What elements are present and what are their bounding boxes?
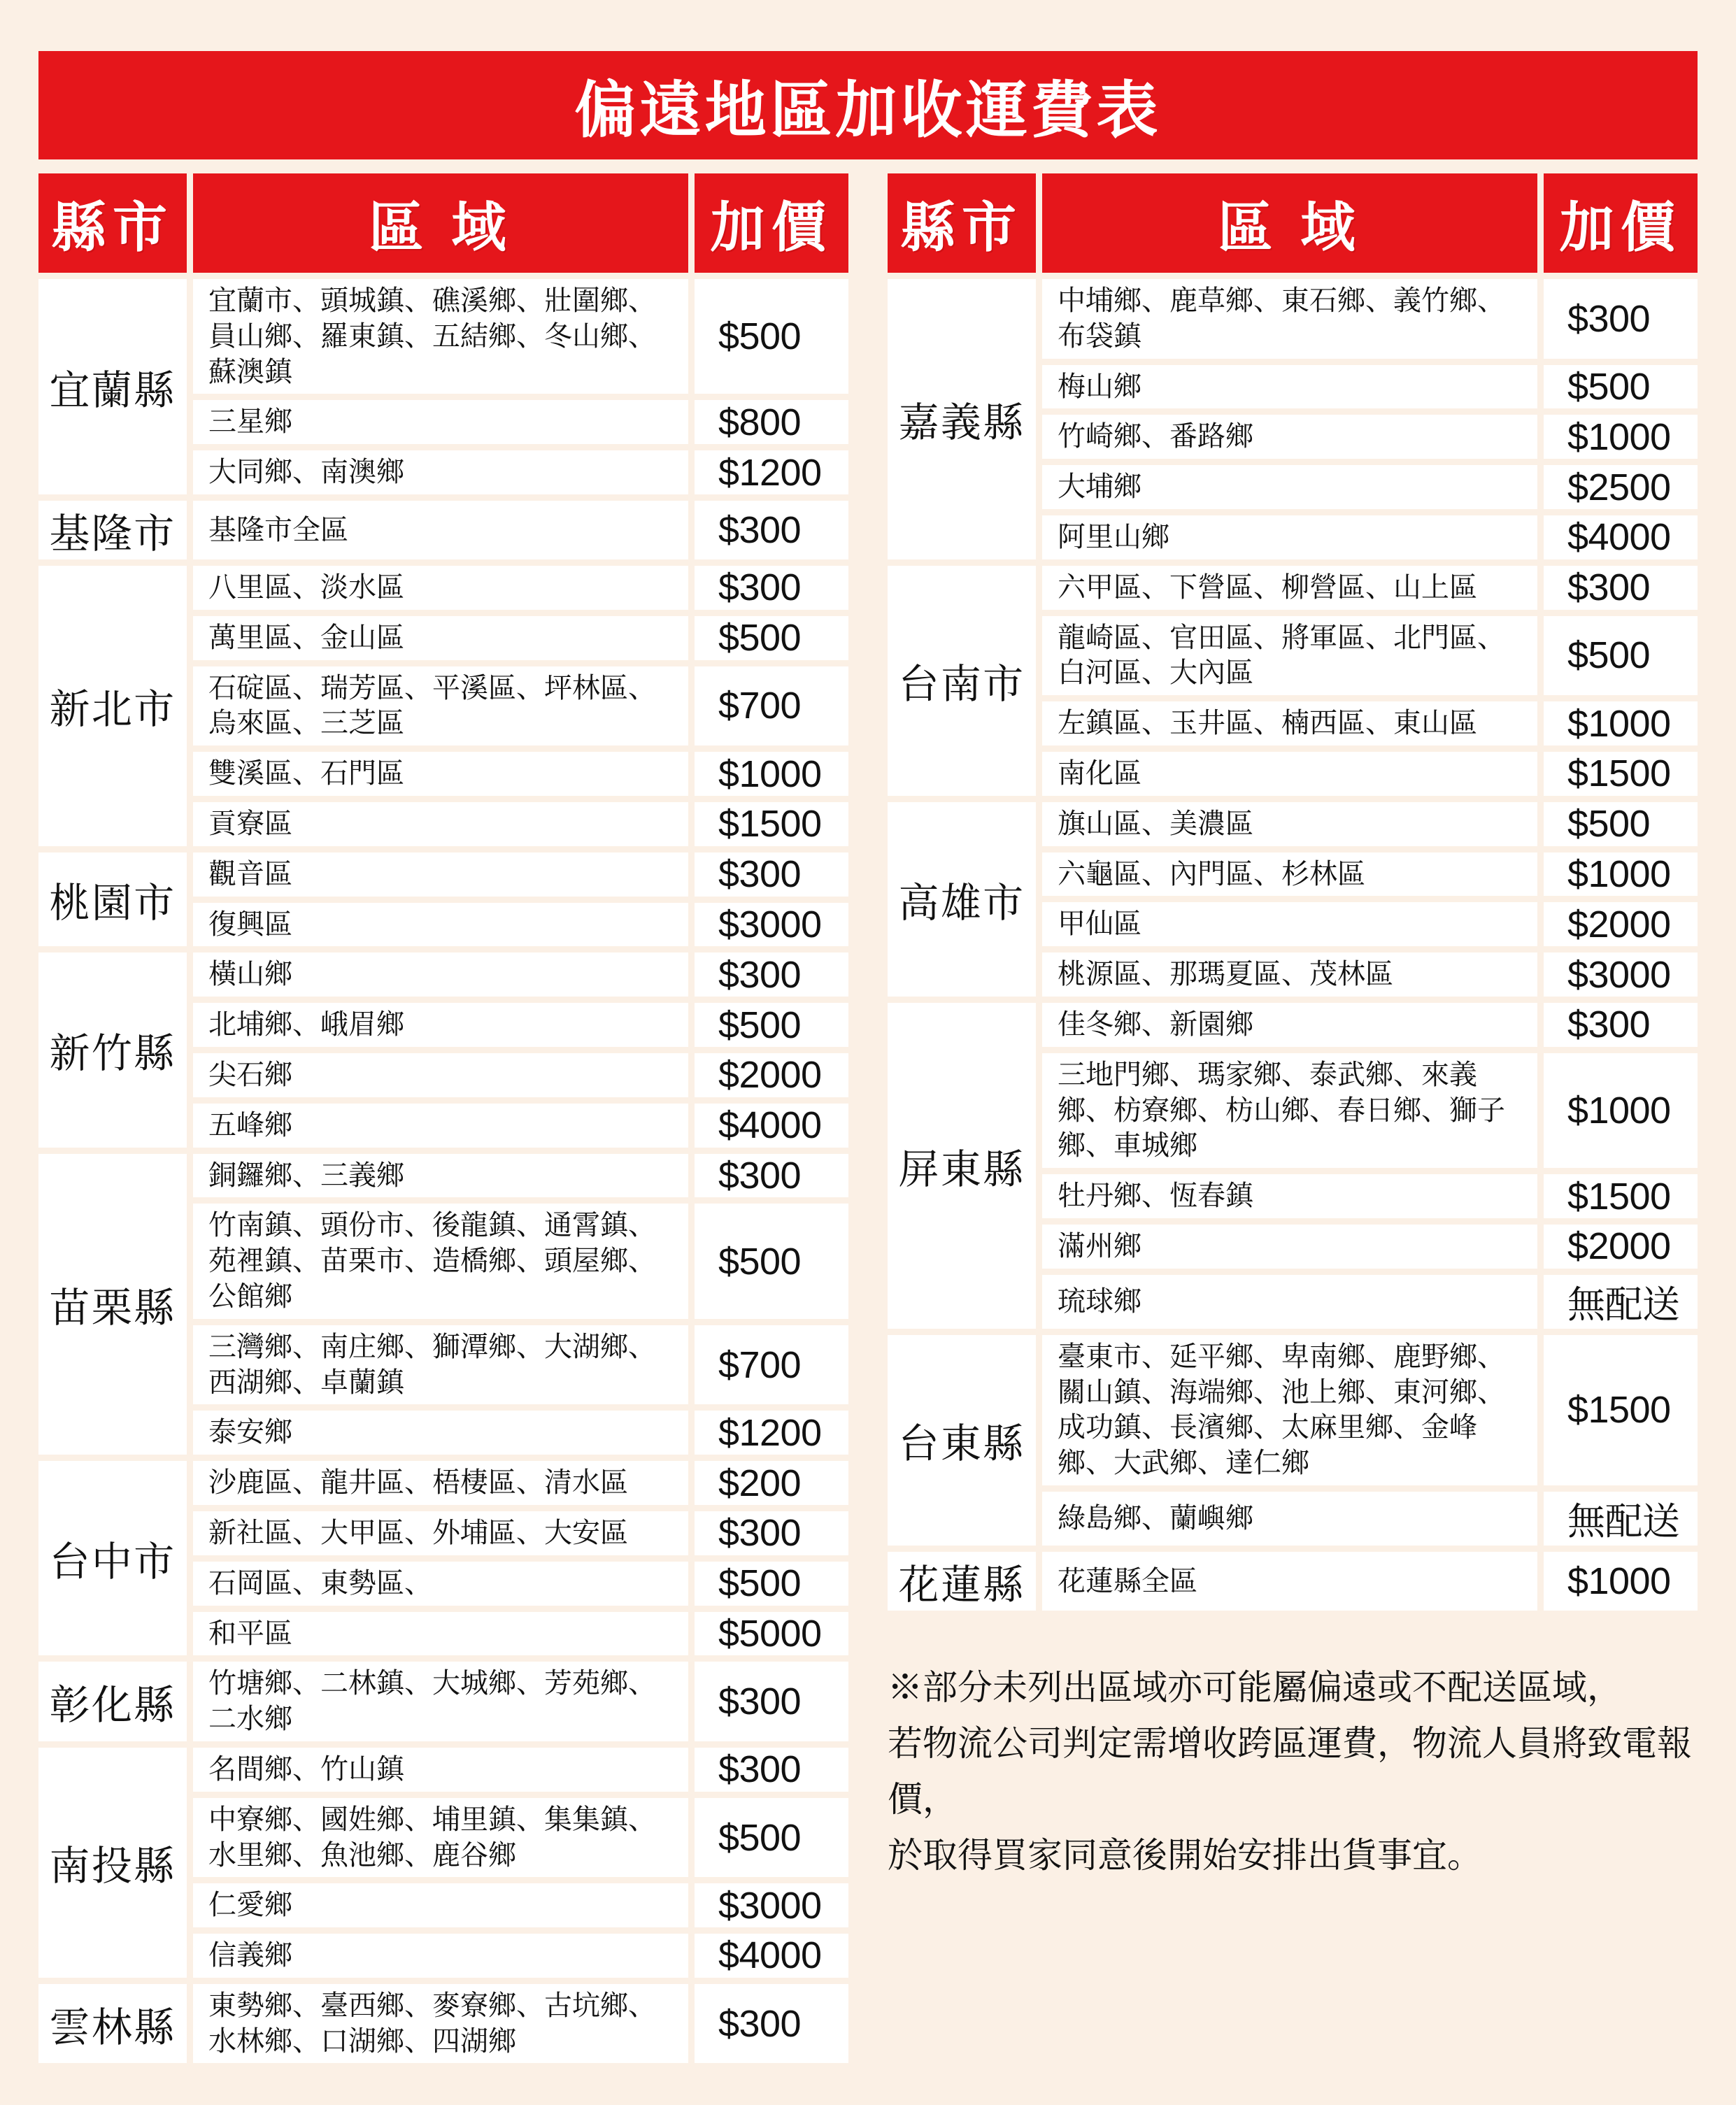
region-cell: 臺東市、延平鄉、卑南鄉、鹿野鄉、關山鎮、海端鄉、池上鄉、東河鄉、成功鎮、長濱鄉、太麻里鄉、金峰鄉、大武鄉、達仁鄉 xyxy=(1042,1335,1537,1485)
price-cell: $500 xyxy=(695,1798,848,1878)
price-cell: $4000 xyxy=(1544,515,1698,559)
price-cell: $1500 xyxy=(1544,752,1698,796)
price-cell: $300 xyxy=(695,1748,848,1792)
county-cell: 高雄市 xyxy=(888,802,1036,997)
region-cell: 東勢鄉、臺西鄉、麥寮鄉、古坑鄉、水林鄉、口湖鄉、四湖鄉 xyxy=(193,1984,688,2064)
price-cell: $2000 xyxy=(695,1053,848,1097)
price-cell: $1000 xyxy=(1544,1053,1698,1168)
header-cell-price: 加價 xyxy=(1544,173,1698,273)
price-cell: $500 xyxy=(1544,365,1698,409)
region-cell: 佳冬鄉、新園鄉 xyxy=(1042,1003,1537,1047)
region-cell: 觀音區 xyxy=(193,852,688,897)
region-cell: 中寮鄉、國姓鄉、埔里鎮、集集鎮、水里鄉、魚池鄉、鹿谷鄉 xyxy=(193,1798,688,1878)
region-cell: 六龜區、內門區、杉林區 xyxy=(1042,852,1537,897)
county-cell: 基隆市 xyxy=(38,501,187,559)
header-cell-price: 加價 xyxy=(695,173,848,273)
region-cell: 貢寮區 xyxy=(193,802,688,846)
price-cell: $4000 xyxy=(695,1104,848,1148)
fee-table-right xyxy=(888,173,1698,1611)
price-cell: $500 xyxy=(1544,802,1698,846)
price-cell: $3000 xyxy=(695,903,848,947)
region-cell: 北埔鄉、峨眉鄉 xyxy=(193,1003,688,1047)
footnote-line: 若物流公司判定需增收跨區運費，物流人員將致電報價， xyxy=(888,1723,1692,1819)
page-title: 偏遠地區加收運費表 xyxy=(38,51,1698,159)
region-cell: 滿州鄉 xyxy=(1042,1225,1537,1269)
region-cell: 萬里區、金山區 xyxy=(193,616,688,660)
region-cell: 五峰鄉 xyxy=(193,1104,688,1148)
region-cell: 三灣鄉、南庄鄉、獅潭鄉、大湖鄉、西湖鄉、卓蘭鎮 xyxy=(193,1325,688,1405)
price-cell: $300 xyxy=(695,1154,848,1198)
county-cell: 台東縣 xyxy=(888,1335,1036,1546)
region-cell: 大同鄉、南澳鄉 xyxy=(193,450,688,494)
region-cell: 石岡區、東勢區、 xyxy=(193,1562,688,1606)
region-cell: 大埔鄉 xyxy=(1042,465,1537,509)
header-cell-region: 區 域 xyxy=(1042,173,1537,273)
region-cell: 新社區、大甲區、外埔區、大安區 xyxy=(193,1511,688,1555)
price-cell: $300 xyxy=(1544,1003,1698,1047)
region-cell: 六甲區、下營區、柳營區、山上區 xyxy=(1042,566,1537,610)
county-cell: 嘉義縣 xyxy=(888,279,1036,559)
region-cell: 竹南鎮、頭份市、後龍鎮、通霄鎮、苑裡鎮、苗栗市、造橋鄉、頭屋鄉、公館鄉 xyxy=(193,1204,688,1318)
county-cell: 新竹縣 xyxy=(38,952,187,1147)
price-cell: $300 xyxy=(1544,566,1698,610)
region-cell: 花蓮縣全區 xyxy=(1042,1552,1537,1611)
county-cell: 屏東縣 xyxy=(888,1003,1036,1329)
right-column xyxy=(888,173,1698,1883)
county-cell: 南投縣 xyxy=(38,1748,187,1978)
price-cell: $1000 xyxy=(1544,1552,1698,1611)
price-cell: $300 xyxy=(695,1984,848,2064)
price-cell: $300 xyxy=(695,501,848,559)
price-cell: $1500 xyxy=(1544,1335,1698,1485)
price-cell: $700 xyxy=(695,1325,848,1405)
price-cell: $300 xyxy=(695,952,848,997)
region-cell: 尖石鄉 xyxy=(193,1053,688,1097)
region-cell: 基隆市全區 xyxy=(193,501,688,559)
price-cell: $1200 xyxy=(695,450,848,494)
region-cell: 宜蘭市、頭城鎮、礁溪鄉、壯圍鄉、員山鄉、羅東鎮、五結鄉、冬山鄉、蘇澳鎮 xyxy=(193,279,688,394)
footnote-line: ※部分未列出區域亦可能屬偏遠或不配送區域， xyxy=(888,1667,1622,1707)
region-cell: 中埔鄉、鹿草鄉、東石鄉、義竹鄉、布袋鎮 xyxy=(1042,279,1537,359)
region-cell: 竹塘鄉、二林鎮、大城鄉、芳苑鄉、二水鄉 xyxy=(193,1662,688,1741)
price-cell: $5000 xyxy=(695,1612,848,1656)
county-cell: 苗栗縣 xyxy=(38,1154,187,1455)
price-cell: $1500 xyxy=(1544,1174,1698,1218)
price-cell: $300 xyxy=(695,566,848,610)
region-cell: 仁愛鄉 xyxy=(193,1883,688,1927)
price-cell: $1000 xyxy=(1544,415,1698,459)
county-cell: 雲林縣 xyxy=(38,1984,187,2064)
price-cell: $300 xyxy=(695,1511,848,1555)
region-cell: 復興區 xyxy=(193,903,688,947)
price-cell: 無配送 xyxy=(1544,1492,1698,1546)
region-cell: 八里區、淡水區 xyxy=(193,566,688,610)
tables-container xyxy=(38,173,1698,2063)
price-cell: $700 xyxy=(695,666,848,746)
county-cell: 新北市 xyxy=(38,566,187,846)
price-cell: 無配送 xyxy=(1544,1275,1698,1329)
region-cell: 綠島鄉、蘭嶼鄉 xyxy=(1042,1492,1537,1546)
footnote-line: 於取得買家同意後開始安排出貨事宜。 xyxy=(888,1835,1482,1875)
region-cell: 和平區 xyxy=(193,1612,688,1656)
price-cell: $300 xyxy=(1544,279,1698,359)
footnote xyxy=(888,1660,1698,1883)
header-cell-county: 縣市 xyxy=(38,173,187,273)
price-cell: $1200 xyxy=(695,1411,848,1455)
region-cell: 梅山鄉 xyxy=(1042,365,1537,409)
price-cell: $500 xyxy=(1544,616,1698,696)
county-cell: 宜蘭縣 xyxy=(38,279,187,494)
region-cell: 名間鄉、竹山鎮 xyxy=(193,1748,688,1792)
region-cell: 石碇區、瑞芳區、平溪區、坪林區、烏來區、三芝區 xyxy=(193,666,688,746)
region-cell: 三星鄉 xyxy=(193,400,688,444)
price-cell: $4000 xyxy=(695,1934,848,1978)
county-cell: 花蓮縣 xyxy=(888,1552,1036,1611)
county-cell: 台南市 xyxy=(888,566,1036,796)
price-cell: $500 xyxy=(695,1562,848,1606)
region-cell: 竹崎鄉、番路鄉 xyxy=(1042,415,1537,459)
price-cell: $2000 xyxy=(1544,902,1698,946)
county-cell: 桃園市 xyxy=(38,852,187,947)
price-cell: $500 xyxy=(695,1003,848,1047)
region-cell: 橫山鄉 xyxy=(193,952,688,997)
region-cell: 琉球鄉 xyxy=(1042,1275,1537,1329)
region-cell: 銅鑼鄉、三義鄉 xyxy=(193,1154,688,1198)
price-cell: $1000 xyxy=(1544,701,1698,745)
region-cell: 牡丹鄉、恆春鎮 xyxy=(1042,1174,1537,1218)
price-cell: $1500 xyxy=(695,802,848,846)
header-cell-county: 縣市 xyxy=(888,173,1036,273)
region-cell: 三地門鄉、瑪家鄉、泰武鄉、來義鄉、枋寮鄉、枋山鄉、春日鄉、獅子鄉、車城鄉 xyxy=(1042,1053,1537,1168)
price-cell: $2000 xyxy=(1544,1225,1698,1269)
region-cell: 泰安鄉 xyxy=(193,1411,688,1455)
fee-table-left xyxy=(38,173,848,2063)
region-cell: 雙溪區、石門區 xyxy=(193,752,688,796)
price-cell: $1000 xyxy=(695,752,848,796)
region-cell: 阿里山鄉 xyxy=(1042,515,1537,559)
region-cell: 南化區 xyxy=(1042,752,1537,796)
region-cell: 信義鄉 xyxy=(193,1934,688,1978)
price-cell: $3000 xyxy=(695,1883,848,1927)
region-cell: 甲仙區 xyxy=(1042,902,1537,946)
price-cell: $300 xyxy=(695,852,848,897)
price-cell: $500 xyxy=(695,1204,848,1318)
price-cell: $500 xyxy=(695,616,848,660)
header-cell-region: 區 域 xyxy=(193,173,688,273)
price-cell: $200 xyxy=(695,1461,848,1505)
county-cell: 彰化縣 xyxy=(38,1662,187,1741)
price-cell: $1000 xyxy=(1544,852,1698,897)
price-cell: $500 xyxy=(695,279,848,394)
left-column xyxy=(38,173,848,2063)
price-cell: $800 xyxy=(695,400,848,444)
county-cell: 台中市 xyxy=(38,1461,187,1655)
price-cell: $300 xyxy=(695,1662,848,1741)
region-cell: 沙鹿區、龍井區、梧棲區、清水區 xyxy=(193,1461,688,1505)
region-cell: 左鎮區、玉井區、楠西區、東山區 xyxy=(1042,701,1537,745)
region-cell: 龍崎區、官田區、將軍區、北門區、白河區、大內區 xyxy=(1042,616,1537,696)
price-cell: $3000 xyxy=(1544,952,1698,997)
price-cell: $2500 xyxy=(1544,465,1698,509)
region-cell: 桃源區、那瑪夏區、茂林區 xyxy=(1042,952,1537,997)
region-cell: 旗山區、美濃區 xyxy=(1042,802,1537,846)
